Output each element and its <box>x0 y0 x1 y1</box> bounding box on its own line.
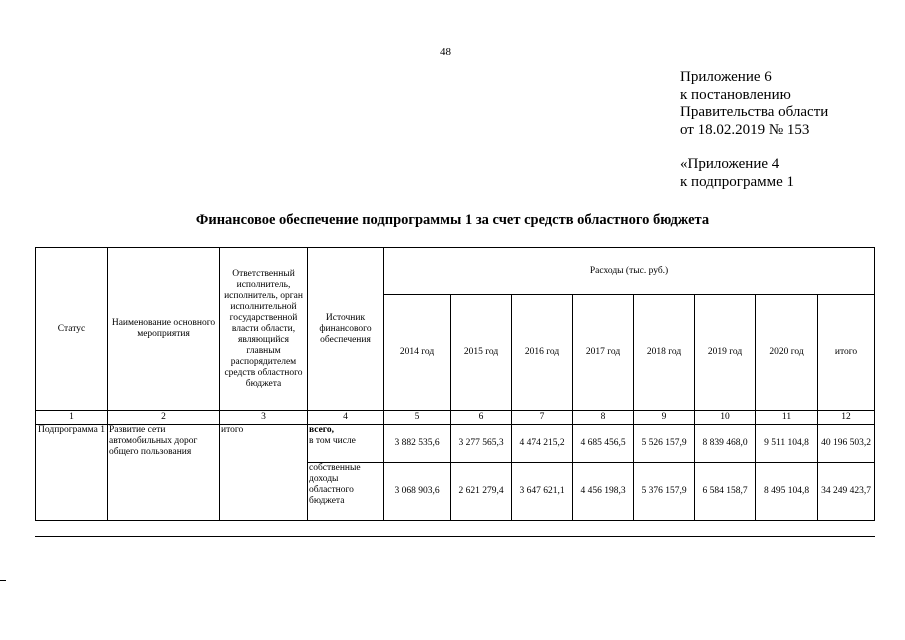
value-cell: 5 376 157,9 <box>634 463 695 521</box>
column-number: 8 <box>573 411 634 425</box>
appendix-line: к постановлению <box>680 86 791 103</box>
column-number: 9 <box>634 411 695 425</box>
page-number: 48 <box>440 46 451 58</box>
value-cell: 34 249 423,7 <box>818 463 875 521</box>
source-including-label: в том числе <box>309 436 356 446</box>
appendix-line: от 18.02.2019 № 153 <box>680 121 810 138</box>
margin-mark <box>0 580 6 581</box>
column-number: 11 <box>756 411 818 425</box>
value-cell: 8 839 468,0 <box>695 425 756 463</box>
column-number: 12 <box>818 411 875 425</box>
source-total-label: всего, <box>309 425 334 435</box>
column-number: 1 <box>36 411 108 425</box>
value-cell: 9 511 104,8 <box>756 425 818 463</box>
column-number: 10 <box>695 411 756 425</box>
appendix-block <box>680 69 828 191</box>
table-bottom-line <box>35 536 875 537</box>
source-cell: собственные доходы областного бюджета <box>308 463 384 521</box>
header-name: Наименование основного мероприятия <box>108 248 220 411</box>
value-cell: 8 495 104,8 <box>756 463 818 521</box>
header-total: итого <box>818 295 875 411</box>
column-numbers-row <box>36 411 875 425</box>
appendix-line: к подпрограмме 1 <box>680 173 794 190</box>
header-status: Статус <box>36 248 108 411</box>
value-cell: 3 882 535,6 <box>384 425 451 463</box>
name-cell: Развитие сети автомобильных дорог общего пользования <box>108 425 220 521</box>
value-cell: 40 196 503,2 <box>818 425 875 463</box>
table-row <box>36 425 875 463</box>
value-cell: 4 474 215,2 <box>512 425 573 463</box>
value-cell: 2 621 279,4 <box>451 463 512 521</box>
header-year: 2020 год <box>756 295 818 411</box>
column-number: 6 <box>451 411 512 425</box>
value-cell: 6 584 158,7 <box>695 463 756 521</box>
appendix-line: «Приложение 4 <box>680 156 780 172</box>
appendix-line: Приложение 6 <box>680 69 772 85</box>
column-number: 2 <box>108 411 220 425</box>
header-executor: Ответственный исполнитель, исполнитель, орган исполнительной государственной власти области, являющийся главным распорядителем средств областного бюджета <box>220 248 308 411</box>
header-year: 2018 год <box>634 295 695 411</box>
value-cell: 3 647 621,1 <box>512 463 573 521</box>
header-expenses: Расходы (тыс. руб.) <box>384 248 875 295</box>
value-cell: 5 526 157,9 <box>634 425 695 463</box>
finance-table <box>35 247 875 521</box>
document-title: Финансовое обеспечение подпрограммы 1 за счет средств областного бюджета <box>195 212 710 228</box>
header-year: 2014 год <box>384 295 451 411</box>
column-number: 4 <box>308 411 384 425</box>
appendix-line: Правительства области <box>680 104 829 120</box>
value-cell: 4 685 456,5 <box>573 425 634 463</box>
executor-cell: итого <box>220 425 308 521</box>
header-source: Источник финансового обеспечения <box>308 248 384 411</box>
column-number: 5 <box>384 411 451 425</box>
column-number: 3 <box>220 411 308 425</box>
header-year: 2015 год <box>451 295 512 411</box>
value-cell: 3 277 565,3 <box>451 425 512 463</box>
value-cell: 4 456 198,3 <box>573 463 634 521</box>
header-year: 2019 год <box>695 295 756 411</box>
header-year: 2016 год <box>512 295 573 411</box>
source-cell <box>308 425 384 463</box>
column-number: 7 <box>512 411 573 425</box>
status-cell: Подпрограмма 1 <box>36 425 108 521</box>
header-year: 2017 год <box>573 295 634 411</box>
value-cell: 3 068 903,6 <box>384 463 451 521</box>
